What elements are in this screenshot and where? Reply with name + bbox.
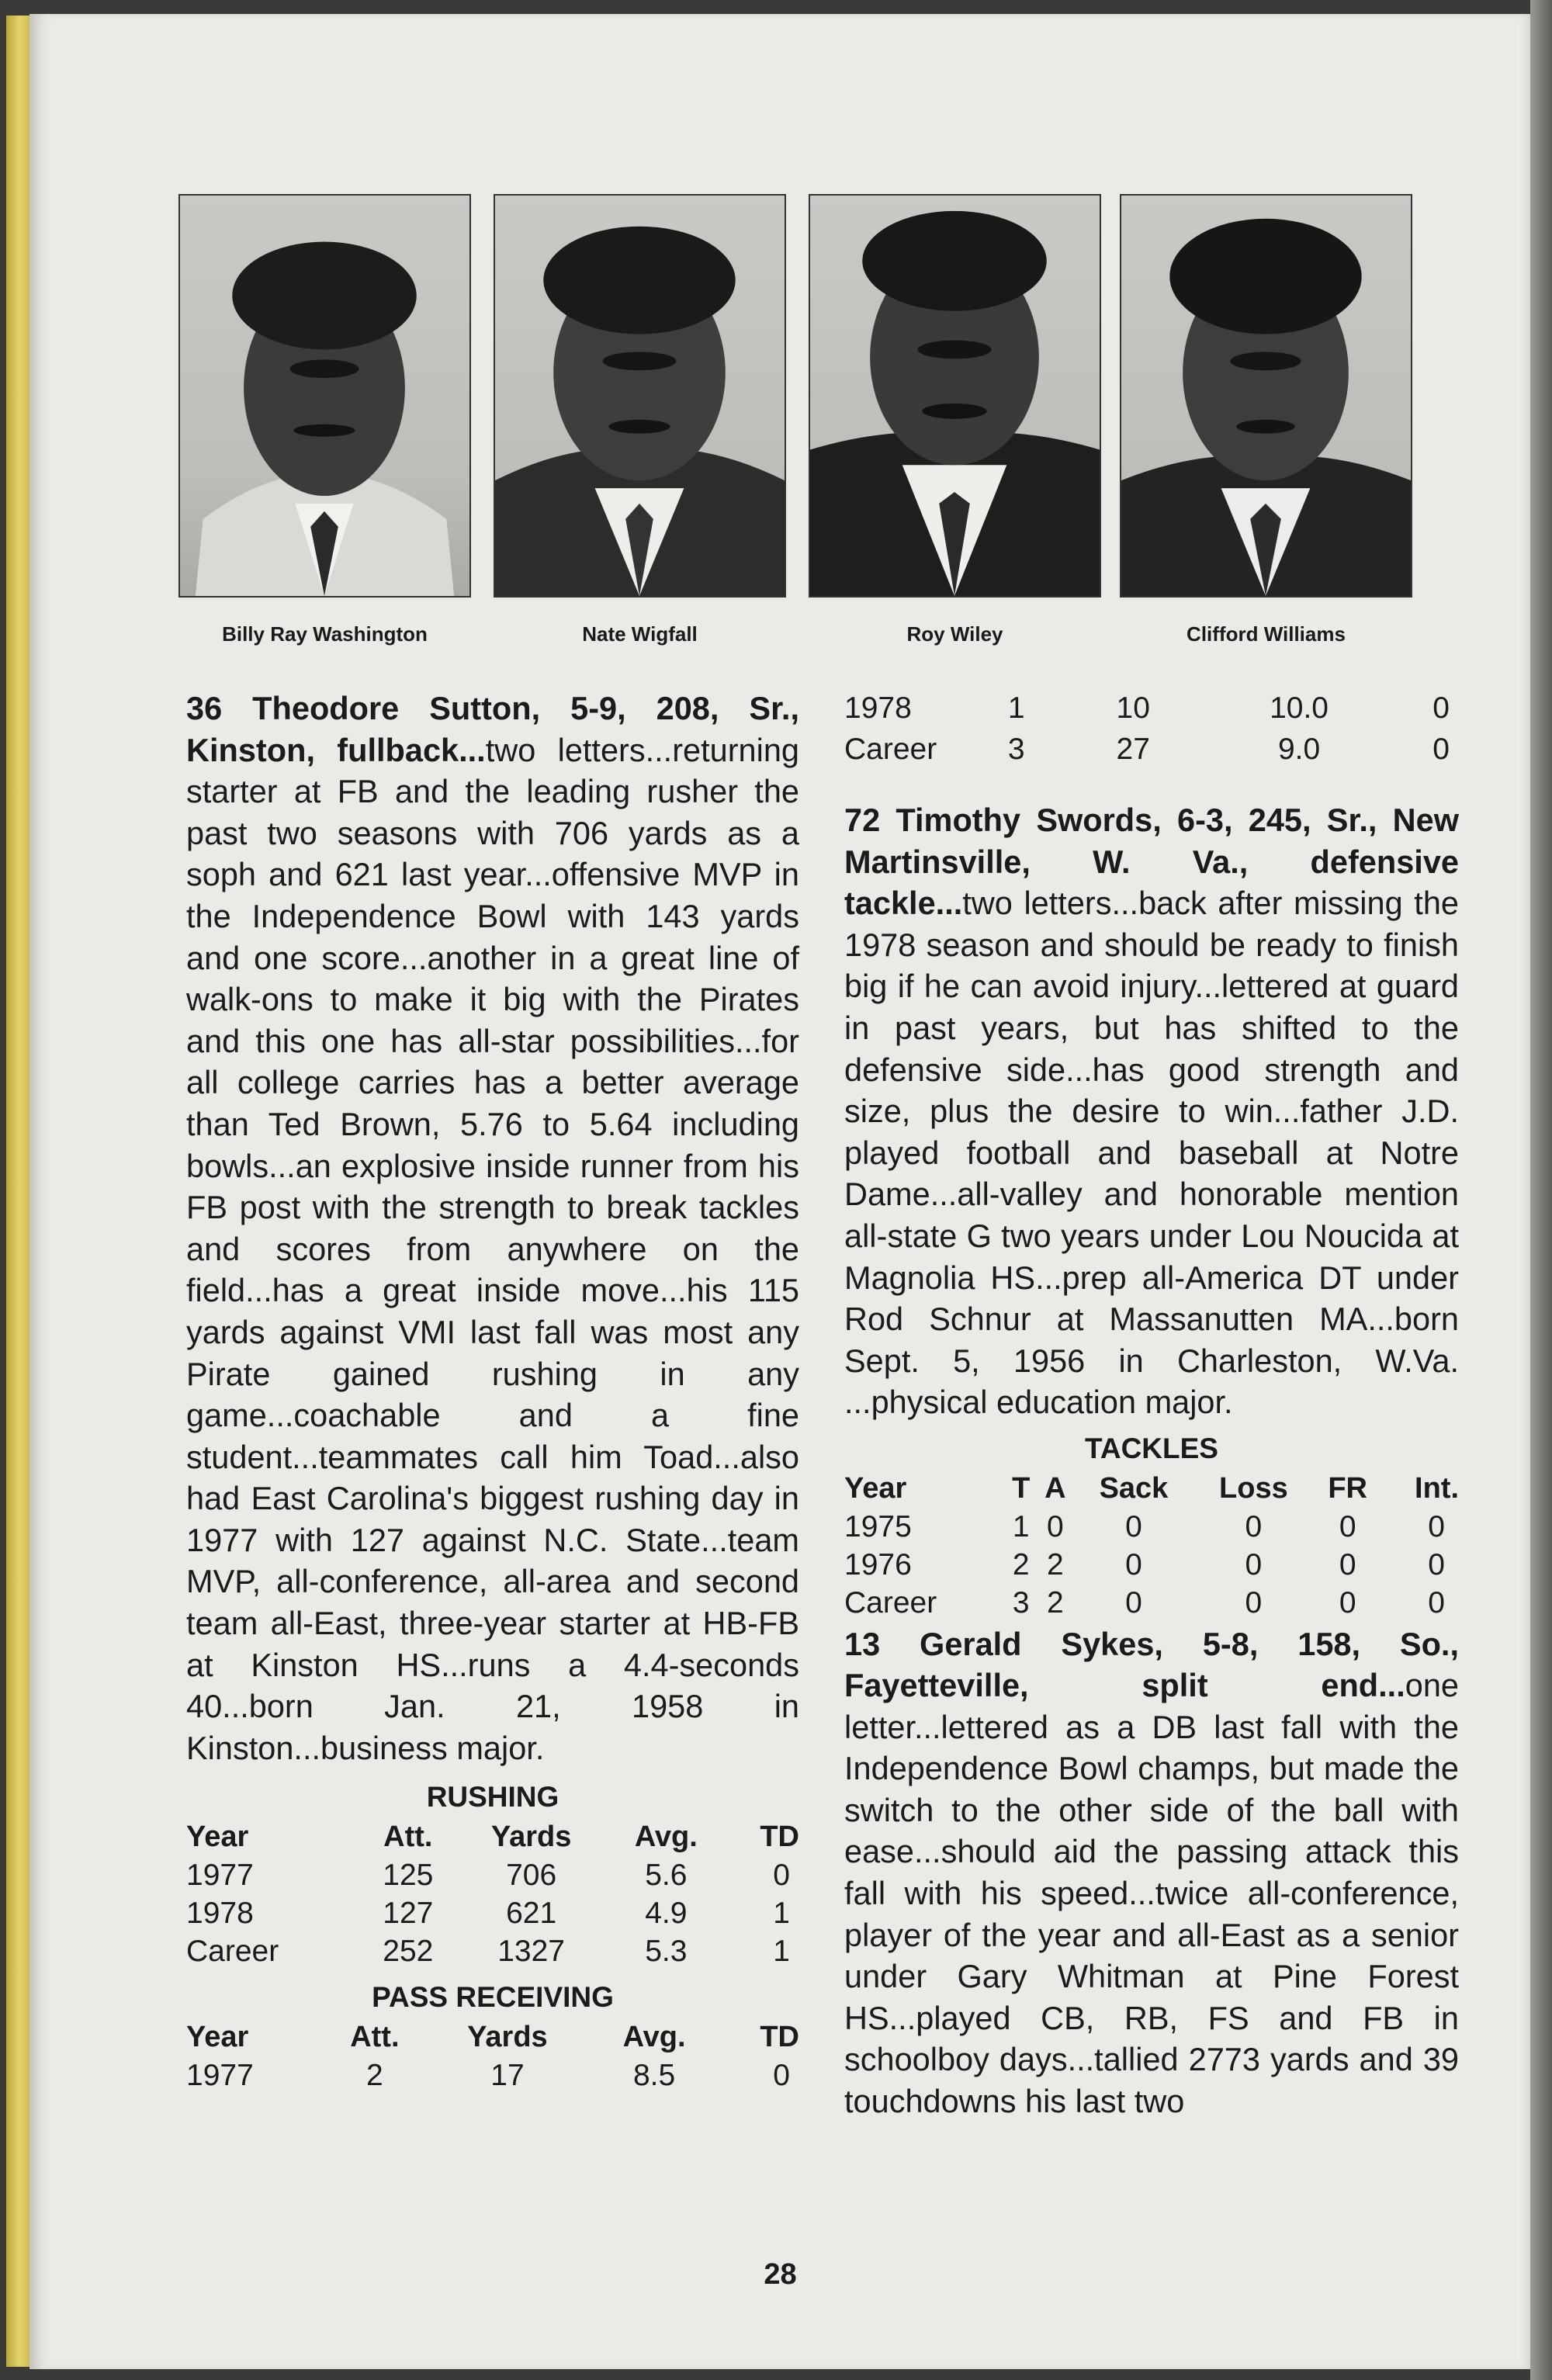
- table-cell: 9.0: [1277, 733, 1321, 766]
- receiving-table-part1: [186, 2018, 799, 2094]
- table-row: [844, 729, 1459, 770]
- table-cell: 8.5: [632, 2058, 676, 2092]
- table-cell: 1978: [844, 691, 912, 725]
- swords-bio: [844, 799, 1459, 1423]
- tackles-table: [844, 1470, 1459, 1622]
- right-column: [844, 688, 1459, 2122]
- table-cell: 127: [383, 1897, 434, 1931]
- table-cell: 1: [773, 1897, 790, 1931]
- table-cell: 1: [1012, 1509, 1030, 1543]
- receiving-title: PASS RECEIVING: [372, 1981, 614, 2014]
- table-cell: 621: [506, 1897, 557, 1931]
- table-cell: 2: [366, 2058, 383, 2092]
- rushing-title: RUSHING: [426, 1781, 559, 1814]
- player-photo-3: [809, 194, 1101, 598]
- header-cell: TD: [760, 2020, 799, 2053]
- table-cell: 2: [1046, 1585, 1064, 1620]
- header-cell: Loss: [1219, 1471, 1288, 1505]
- table-cell: 3: [1007, 733, 1025, 766]
- header-cell: Avg.: [634, 1821, 698, 1854]
- table-cell: 1976: [844, 1547, 912, 1581]
- table-cell: 125: [383, 1859, 434, 1893]
- tackles-title: TACKLES: [1085, 1432, 1218, 1464]
- table-cell: 5.6: [645, 1859, 688, 1893]
- table-cell: 0: [1339, 1547, 1356, 1581]
- sykes-body: one letter...lettered as a DB last fall with the Independence Bowl champs, but made the switch to the other side of the ball with ease...should aid the passing attack this fall with his speed...twice all-conference, player of the year and all-East as a senior under Gary Whitman at Pine Forest HS...played CB, RB, FS and FB in schoolboy days...tallied 2773 yards and 39 touchdowns his last two: [844, 1667, 1459, 2120]
- table-cell: 0: [1046, 1509, 1064, 1543]
- table-cell: 1327: [497, 1935, 565, 1969]
- photo-caption-1: Billy Ray Washington: [222, 622, 428, 646]
- table-cell: 1977: [186, 2058, 254, 2092]
- photo-caption-4: Clifford Williams: [1187, 622, 1346, 646]
- table-cell: 0: [1428, 1509, 1445, 1543]
- table-cell: 0: [1339, 1509, 1356, 1543]
- rushing-table: [186, 1818, 799, 1970]
- table-cell: 10.0: [1270, 691, 1329, 725]
- table-cell: 2: [1046, 1547, 1064, 1581]
- header-cell: Year: [186, 2020, 249, 2053]
- table-cell: 0: [1125, 1509, 1142, 1543]
- header-cell: Yards: [467, 2020, 548, 2053]
- player-photo-2: [494, 194, 786, 598]
- table-row: [844, 1546, 1459, 1584]
- header-cell: Att.: [350, 2020, 400, 2053]
- player-photo-4: [1120, 194, 1412, 598]
- table-cell: 0: [1245, 1509, 1263, 1543]
- table-cell: 2: [1012, 1547, 1030, 1581]
- table-cell: 0: [1245, 1547, 1263, 1581]
- sutton-lead: 36 Theodore Sutton, 5-9, 208, Sr., Kinston, fullback...: [186, 690, 799, 768]
- table-cell: 0: [1432, 733, 1450, 766]
- table-cell: 1978: [186, 1897, 254, 1931]
- table-row: [186, 1932, 799, 1970]
- table-cell: 0: [1428, 1547, 1445, 1581]
- book-edge: [6, 16, 33, 2367]
- table-cell: Career: [844, 1585, 937, 1620]
- sutton-bio: [186, 688, 799, 1769]
- sykes-lead: 13 Gerald Sykes, 5-8, 158, So., Fayetteville, split end...: [844, 1625, 1459, 1704]
- header-cell: Sack: [1099, 1471, 1169, 1505]
- table-cell: 0: [1339, 1585, 1356, 1620]
- table-cell: 17: [490, 2058, 525, 2092]
- table-cell: 0: [1432, 691, 1450, 725]
- table-cell: 1: [1007, 691, 1025, 725]
- swords-lead: 72 Timothy Swords, 6-3, 245, Sr., New Martinsville, W. Va., defensive tackle...: [844, 802, 1459, 922]
- header-cell: Att.: [383, 1821, 433, 1854]
- table-row: [186, 2056, 799, 2094]
- receiving-table-part2: [844, 688, 1459, 770]
- table-cell: 3: [1012, 1585, 1030, 1620]
- table-cell: 0: [773, 1859, 790, 1893]
- table-cell: 0: [1125, 1585, 1142, 1620]
- header-cell: Int.: [1415, 1471, 1459, 1505]
- table-cell: 0: [1125, 1547, 1142, 1581]
- table-cell: 0: [1245, 1585, 1263, 1620]
- table-cell: 252: [383, 1935, 434, 1969]
- sutton-body: two letters...returning starter at FB and the leading rusher the past two seasons with 706 yards as a soph and 621 last year...offensive MVP in the Independence Bowl with 143 yards and one score...another in a great line of walk-ons to make it big with the Pirates and this one has all-star possibilities...for all college carries has a better average than Ted Brown, 5.76 to 5.64 including bowls...an explosive inside runner from his FB post with the strength to break tackles and scores from anywhere on the field...has a great inside move...his 115 yards against VMI last fall was most any Pirate gained rushing in any game...coachable and a fine student...teammates call him Toad...also had East Carolina's biggest rushing day in 1977 with 127 against N.C. State...team MVP, all-conference, all-area and second team all-East, three-year starter at HB-FB at Kinston HS...runs a 4.4-seconds 40...born Jan. 21, 1958 in Kinston...business major.: [186, 731, 799, 1766]
- table-row: [186, 1894, 799, 1932]
- header-cell: TD: [760, 1821, 799, 1854]
- table-cell: Career: [186, 1935, 279, 1969]
- player-photo-1: [178, 194, 471, 598]
- table-cell: 0: [1428, 1585, 1445, 1620]
- table-cell: 0: [773, 2058, 790, 2092]
- header-cell: Avg.: [622, 2020, 686, 2053]
- table-cell: 1: [773, 1935, 790, 1969]
- table-cell: 5.3: [645, 1935, 688, 1969]
- table-row: [844, 1584, 1459, 1622]
- table-header-row: [186, 2018, 799, 2056]
- page-number: 28: [764, 2258, 797, 2291]
- table-row: [844, 1508, 1459, 1546]
- table-cell: 10: [1116, 691, 1150, 725]
- header-cell: Year: [186, 1821, 249, 1854]
- table-cell: 4.9: [645, 1897, 688, 1931]
- book-spine-shadow: [1530, 0, 1552, 2380]
- table-cell: 1977: [186, 1859, 254, 1893]
- left-column: [186, 688, 799, 2094]
- photo-caption-3: Roy Wiley: [906, 622, 1003, 646]
- table-header-row: [844, 1470, 1459, 1508]
- table-row: [186, 1856, 799, 1894]
- table-cell: 27: [1116, 733, 1150, 766]
- header-cell: T: [1012, 1471, 1031, 1505]
- page: [29, 14, 1531, 2369]
- table-cell: 706: [506, 1859, 557, 1893]
- header-cell: Year: [844, 1471, 907, 1505]
- header-cell: A: [1044, 1471, 1066, 1505]
- table-header-row: [186, 1818, 799, 1856]
- table-cell: Career: [844, 733, 937, 766]
- table-cell: 1975: [844, 1509, 912, 1543]
- sykes-bio: [844, 1623, 1459, 2122]
- swords-body: two letters...back after missing the 1978 season and should be ready to finish big if he can avoid injury...lettered at guard in past years, but has shifted to the defensive side...has good strength and size, plus the desire to win...father J.D. played football and baseball at Notre Dame...all-valley and honorable mention all-state G two years under Lou Noucida at Magnolia HS...prep all-America DT under Rod Schnur at Massanutten MA...born Sept. 5, 1956 in Charleston, W.Va. ...physical education major.: [844, 885, 1459, 1421]
- header-cell: FR: [1328, 1471, 1367, 1505]
- header-cell: Yards: [490, 1821, 572, 1854]
- table-row: [844, 688, 1459, 729]
- photo-caption-2: Nate Wigfall: [582, 622, 698, 646]
